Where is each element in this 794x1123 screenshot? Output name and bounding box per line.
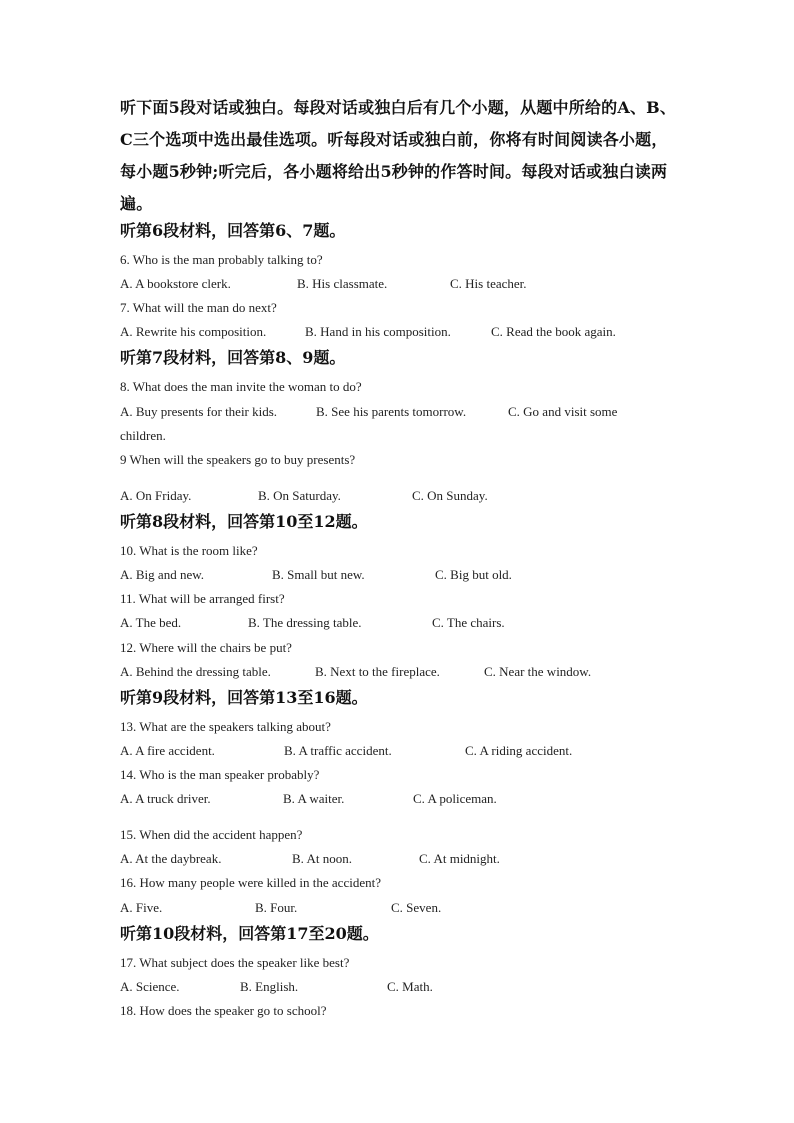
instructions-paragraph: 听下面5段对话或独白。每段对话或独白后有几个小题，从题中所给的A、B、C三个选项中选出最佳选项。听每段对话或独白前，你将有时间阅读各小题，每小题5秒钟;听完后，各小题将给出5秒钟的作答时间。每段对话或独白读两遍。 xyxy=(120,98,677,213)
question-text: 17. What subject does the speaker like best? xyxy=(120,955,350,970)
option-c: C. Big but old. xyxy=(435,567,512,582)
section-heading: 听第10段材料，回答第17至20题。 xyxy=(120,924,379,943)
option-a: A. The bed. xyxy=(120,615,182,630)
option-c: C. On Sunday. xyxy=(412,488,488,503)
option-a: A. Behind the dressing table. xyxy=(120,664,271,679)
question-text: 12. Where will the chairs be put? xyxy=(120,640,292,655)
option-b: B. See his parents tomorrow. xyxy=(316,404,467,419)
option-wrap-text: children. xyxy=(120,428,166,443)
question-text: 15. When did the accident happen? xyxy=(120,827,303,842)
question-text: 10. What is the room like? xyxy=(120,543,258,558)
option-a: A. Five. xyxy=(120,900,163,915)
question-text: 6. Who is the man probably talking to? xyxy=(120,252,323,267)
option-b: B. Hand in his composition. xyxy=(305,324,451,339)
section-heading: 听第8段材料，回答第10至12题。 xyxy=(120,512,368,531)
section-heading: 听第6段材料，回答第6、7题。 xyxy=(120,221,346,240)
option-a: A. Buy presents for their kids. xyxy=(120,404,278,419)
question-text: 8. What does the man invite the woman to do? xyxy=(120,379,362,394)
option-c: C. A riding accident. xyxy=(465,743,573,758)
option-a: A. A truck driver. xyxy=(120,791,211,806)
question-text: 13. What are the speakers talking about? xyxy=(120,719,331,734)
option-b: B. English. xyxy=(240,979,299,994)
option-b: B. Small but new. xyxy=(272,567,365,582)
option-a: A. On Friday. xyxy=(120,488,192,503)
option-c: C. Near the window. xyxy=(484,664,592,679)
option-a: A. Science. xyxy=(120,979,180,994)
option-a: A. At the daybreak. xyxy=(120,851,222,866)
option-c: C. Seven. xyxy=(391,900,442,915)
option-b: B. Next to the fireplace. xyxy=(315,664,440,679)
option-a: A. A fire accident. xyxy=(120,743,215,758)
option-b: B. The dressing table. xyxy=(248,615,362,630)
question-text: 11. What will be arranged first? xyxy=(120,591,285,606)
option-b: B. A waiter. xyxy=(283,791,345,806)
question-text: 9 When will the speakers go to buy presents? xyxy=(120,452,356,467)
option-b: B. At noon. xyxy=(292,851,352,866)
section-heading: 听第7段材料，回答第8、9题。 xyxy=(120,348,346,367)
option-b: B. Four. xyxy=(255,900,298,915)
option-c: C. The chairs. xyxy=(432,615,505,630)
option-a: A. A bookstore clerk. xyxy=(120,276,231,291)
option-b: B. On Saturday. xyxy=(258,488,341,503)
option-a: A. Rewrite his composition. xyxy=(120,324,267,339)
question-text: 7. What will the man do next? xyxy=(120,300,277,315)
option-b: B. His classmate. xyxy=(297,276,388,291)
option-c: C. Go and visit some xyxy=(508,404,618,419)
option-c: C. A policeman. xyxy=(413,791,497,806)
question-text: 16. How many people were killed in the accident? xyxy=(120,875,381,890)
option-c: C. At midnight. xyxy=(419,851,500,866)
option-b: B. A traffic accident. xyxy=(284,743,392,758)
option-c: C. Read the book again. xyxy=(491,324,616,339)
question-text: 18. How does the speaker go to school? xyxy=(120,1003,327,1018)
question-text: 14. Who is the man speaker probably? xyxy=(120,767,320,782)
option-c: C. Math. xyxy=(387,979,433,994)
section-heading: 听第9段材料，回答第13至16题。 xyxy=(120,688,368,707)
option-a: A. Big and new. xyxy=(120,567,205,582)
option-c: C. His teacher. xyxy=(450,276,527,291)
